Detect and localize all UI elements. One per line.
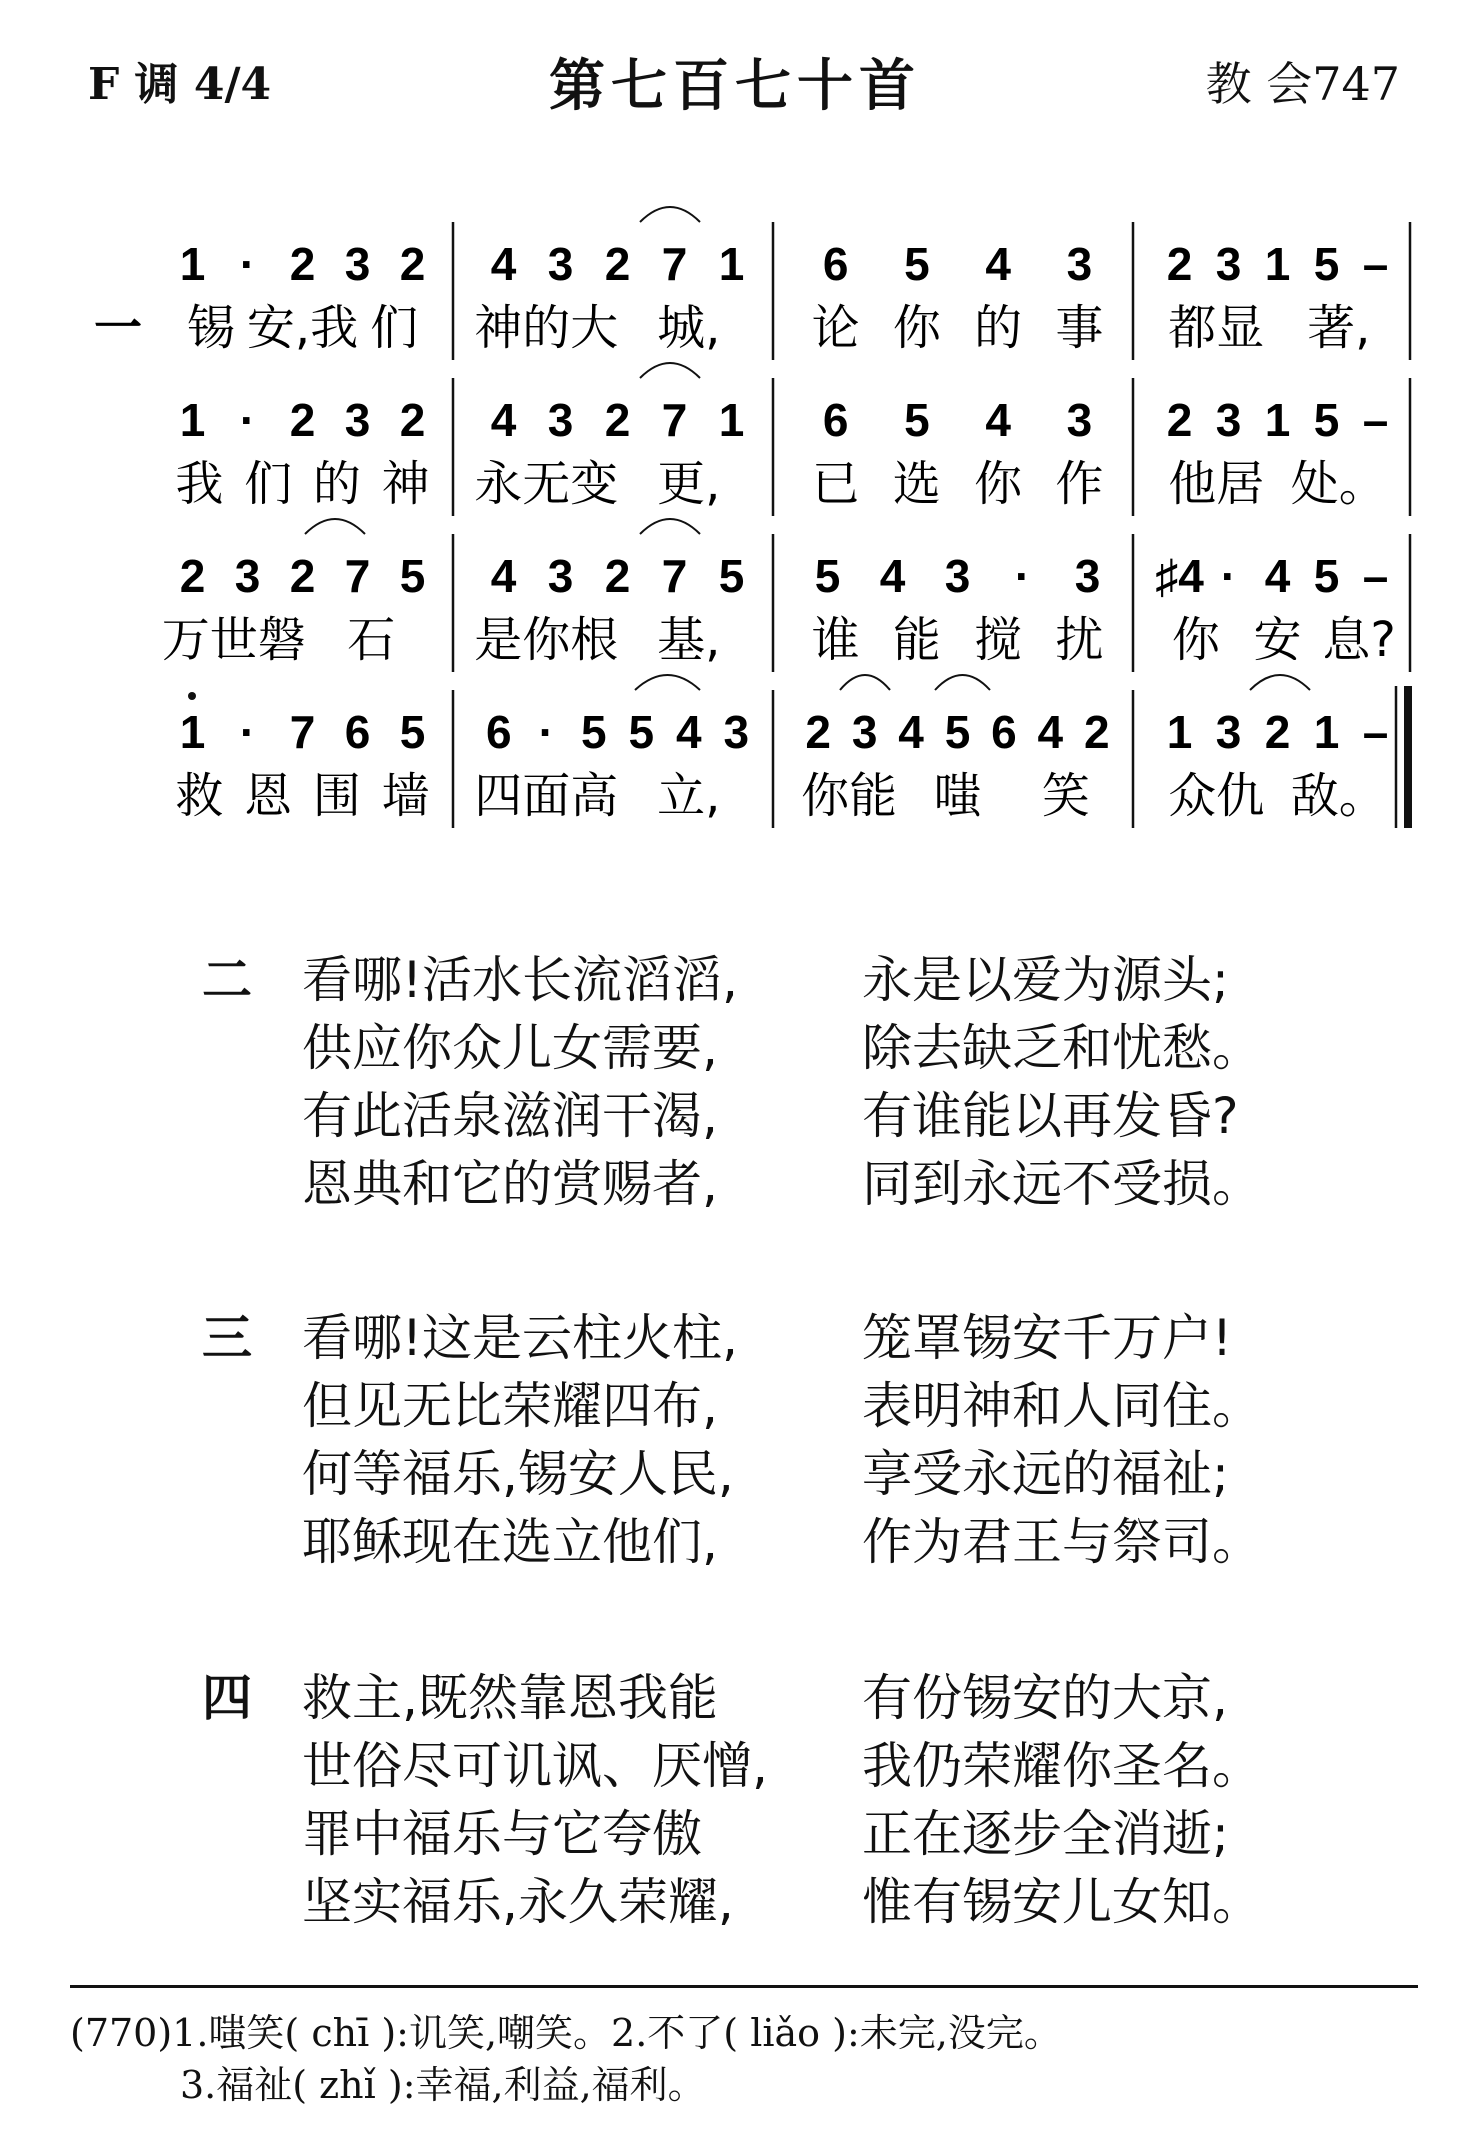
lyric-syllable: 安,我 [246, 300, 359, 356]
lyric-syllable: 扰 [1055, 612, 1104, 668]
lyric-syllable: 论 [811, 300, 860, 356]
note-digit: 1 [179, 394, 206, 446]
lyric-syllable: 你能 [801, 768, 898, 824]
lyric-syllable: 选 [892, 456, 941, 512]
lyric-syllable: 立, [657, 768, 721, 824]
note-digit: 3 [547, 394, 574, 446]
verse-number: 三 [202, 1309, 252, 1367]
note-digit: 4 [675, 706, 702, 758]
note-digit: 2 [805, 706, 832, 758]
lyric-syllable: 作 [1055, 456, 1104, 512]
score-notation [0, 0, 1470, 860]
note-digit: 7 [289, 706, 316, 758]
note-digit: 2 [1166, 394, 1193, 446]
slur [305, 519, 365, 534]
verse-line: 享受永远的福祉; [862, 1445, 1229, 1503]
note-digit: 6 [485, 706, 512, 758]
note-digit: 4 [985, 394, 1011, 446]
footnote-divider [70, 1985, 1418, 1988]
note-digit: 1 [179, 706, 206, 758]
note-digit: 3 [344, 238, 371, 290]
slur [935, 675, 990, 690]
note-digit: 4 [1264, 550, 1291, 602]
note-digit: 2 [1166, 238, 1193, 290]
lyric-syllable: 嗤 [933, 768, 982, 824]
note-digit: 1 [179, 238, 206, 290]
tie-dash: – [1362, 394, 1389, 446]
note-digit: 3 [547, 550, 574, 602]
lyric-syllable: 众仇 [1168, 768, 1265, 824]
note-digit: 7 [661, 550, 688, 602]
note-digit: 3 [547, 238, 574, 290]
lyric-syllable: 城, [657, 300, 721, 356]
lyric-syllable: 安 [1253, 612, 1302, 668]
verse-line: 笼罩锡安千万户! [862, 1309, 1233, 1367]
note-digit: 1 [1264, 394, 1291, 446]
note-digit: 3 [1215, 706, 1242, 758]
lyric-syllable: 息? [1322, 612, 1396, 668]
lyric-syllable: 石 [347, 612, 396, 668]
footnote-line: (770)1.嗤笑( chī ):讥笑,嘲笑。2.不了( liǎo ):未完,没完。 [70, 2011, 1062, 2055]
note-digit: 3 [723, 706, 750, 758]
note-digit: 3 [944, 550, 971, 602]
lyric-syllable: 事 [1055, 300, 1104, 356]
note-digit: 4 [490, 238, 517, 290]
augmentation-dot: · [538, 706, 554, 758]
note-digit: ♯4 [1155, 550, 1204, 602]
lyric-syllable: 神 [381, 456, 430, 512]
lyric-syllable: 的 [974, 300, 1023, 356]
verse-number: 二 [202, 951, 252, 1009]
slur [640, 519, 700, 534]
lyric-syllable: 都显 [1168, 300, 1265, 356]
note-digit: 4 [985, 238, 1011, 290]
verse-line: 有份锡安的大京, [862, 1669, 1228, 1727]
lyric-syllable: 万世磐 [161, 612, 306, 668]
lyric-syllable: 四面高 [474, 768, 619, 824]
verse-line: 救主,既然靠恩我能 [302, 1669, 718, 1727]
note-digit: 6 [822, 238, 849, 290]
verse-line: 耶稣现在选立他们, [302, 1513, 718, 1571]
note-digit: 2 [399, 238, 426, 290]
lyric-syllable: 是你根 [474, 612, 619, 668]
note-digit: 2 [604, 394, 631, 446]
lyric-syllable: 笑 [1041, 768, 1090, 824]
lyric-syllable: 们 [244, 456, 293, 512]
verse-line: 有此活泉滋润干渴, [302, 1087, 718, 1145]
note-digit: 2 [604, 238, 631, 290]
lyric-syllable: 谁 [811, 612, 860, 668]
note-digit: 5 [1313, 550, 1340, 602]
verse-line: 看哪!这是云柱火柱, [302, 1309, 738, 1367]
note-digit: 3 [1215, 394, 1242, 446]
note-digit: 7 [661, 238, 688, 290]
tie-dash: – [1362, 550, 1389, 602]
note-digit: 2 [1264, 706, 1291, 758]
lyric-syllable: 神的大 [474, 300, 619, 356]
note-digit: 4 [490, 394, 517, 446]
note-digit: 4 [1037, 706, 1064, 758]
lyric-syllable: 墙 [381, 768, 430, 824]
note-digit: 5 [399, 706, 426, 758]
note-digit: 2 [399, 394, 426, 446]
verse-line: 作为君王与祭司。 [862, 1513, 1262, 1571]
verse-line: 表明神和人同住。 [862, 1377, 1262, 1435]
note-digit: 3 [1215, 238, 1242, 290]
augmentation-dot: · [1220, 550, 1237, 602]
lyric-syllable: 他居 [1168, 456, 1265, 512]
lyric-syllable: 锡 [186, 300, 235, 356]
octave-dot [188, 692, 196, 700]
note-digit: 3 [1066, 394, 1093, 446]
verse-line: 何等福乐,锡安人民, [302, 1445, 734, 1503]
tie-dash: – [1362, 706, 1389, 758]
note-digit: 1 [1264, 238, 1291, 290]
verse-line: 正在逐步全消逝; [862, 1805, 1229, 1863]
lyric-syllable: 你 [974, 456, 1023, 512]
lyric-syllable: 能 [892, 612, 941, 668]
verse-line: 坚实福乐,永久荣耀, [302, 1873, 734, 1931]
note-digit: 5 [718, 550, 745, 602]
slur [640, 363, 700, 378]
lyric-syllable: 恩 [244, 768, 293, 824]
hymn-title: 第七百七十首 [549, 53, 921, 119]
verse-number: 四 [202, 1669, 252, 1727]
verse-line: 但见无比荣耀四布, [302, 1377, 718, 1435]
tie-dash: – [1362, 238, 1389, 290]
hymn-reference: 教 会747 [1205, 57, 1400, 111]
note-digit: 4 [898, 706, 924, 758]
verse-line: 有谁能以再发昏? [862, 1087, 1239, 1145]
note-digit: 1 [718, 238, 745, 290]
note-digit: 2 [289, 394, 316, 446]
note-digit: 3 [1066, 238, 1093, 290]
verse-line: 世俗尽可讥讽、厌憎, [302, 1737, 768, 1795]
lyric-syllable: 们 [370, 300, 419, 356]
note-digit: 1 [1166, 706, 1193, 758]
note-digit: 3 [234, 550, 261, 602]
note-digit: 5 [904, 394, 930, 446]
note-digit: 6 [991, 706, 1017, 758]
key-signature: F 调 4/4 [88, 59, 272, 110]
lyric-syllable: 围 [312, 768, 361, 824]
lyric-syllable: 处。 [1290, 456, 1387, 512]
note-digit: 5 [1313, 394, 1340, 446]
note-digit: 5 [904, 238, 930, 290]
note-digit: 2 [1083, 706, 1110, 758]
verse-line: 供应你众儿女需要, [302, 1019, 718, 1077]
lyric-syllable: 我 [175, 456, 224, 512]
lyric-syllable: 更, [657, 456, 721, 512]
note-digit: 5 [628, 706, 655, 758]
note-digit: 4 [490, 550, 517, 602]
lyric-syllable: 敌。 [1290, 768, 1387, 824]
verse-line: 永是以爱为源头; [862, 951, 1229, 1009]
note-digit: 6 [822, 394, 849, 446]
lyric-syllable: 永无变 [474, 456, 619, 512]
lyric-syllable: 救 [175, 768, 224, 824]
note-digit: 3 [1074, 550, 1101, 602]
note-digit: 2 [604, 550, 631, 602]
note-digit: 7 [661, 394, 688, 446]
lyric-syllable: 你 [892, 300, 941, 356]
augmentation-dot: · [1014, 550, 1031, 602]
note-digit: 3 [344, 394, 371, 446]
verse-line: 同到永远不受损。 [862, 1155, 1262, 1213]
note-digit: 5 [399, 550, 426, 602]
augmentation-dot: · [239, 238, 256, 290]
note-digit: 2 [289, 550, 316, 602]
slur [1250, 675, 1310, 690]
slur [840, 675, 890, 690]
note-digit: 6 [344, 706, 371, 758]
augmentation-dot: · [239, 706, 256, 758]
note-digit: 5 [814, 550, 841, 602]
verse-line: 恩典和它的赏赐者, [302, 1155, 718, 1213]
note-digit: 2 [179, 550, 206, 602]
note-digit: 7 [344, 550, 371, 602]
lyric-syllable: 著, [1307, 300, 1371, 356]
verse-line: 除去缺乏和忧愁。 [862, 1019, 1262, 1077]
note-digit: 5 [1313, 238, 1340, 290]
slur [635, 675, 700, 690]
lyric-syllable: 基, [657, 612, 721, 668]
footnote-line: 3.福祉( zhǐ ):幸福,利益,福利。 [180, 2063, 706, 2107]
verse-number: 一 [93, 300, 143, 356]
note-digit: 5 [944, 706, 971, 758]
lyric-syllable: 已 [811, 456, 860, 512]
note-digit: 1 [1313, 706, 1340, 758]
lyric-syllable: 你 [1171, 612, 1220, 668]
lyric-syllable: 的 [312, 456, 361, 512]
augmentation-dot: · [239, 394, 256, 446]
verse-line: 惟有锡安儿女知。 [862, 1873, 1262, 1931]
lyric-syllable: 搅 [974, 612, 1023, 668]
note-digit: 2 [289, 238, 316, 290]
verse-line: 我仍荣耀你圣名。 [862, 1737, 1262, 1795]
verse-line: 看哪!活水长流滔滔, [302, 951, 738, 1009]
note-digit: 1 [718, 394, 745, 446]
verse-line: 罪中福乐与它夸傲 [302, 1805, 702, 1863]
note-digit: 4 [879, 550, 906, 602]
slur [640, 207, 700, 222]
note-digit: 3 [851, 706, 878, 758]
note-digit: 5 [580, 706, 607, 758]
